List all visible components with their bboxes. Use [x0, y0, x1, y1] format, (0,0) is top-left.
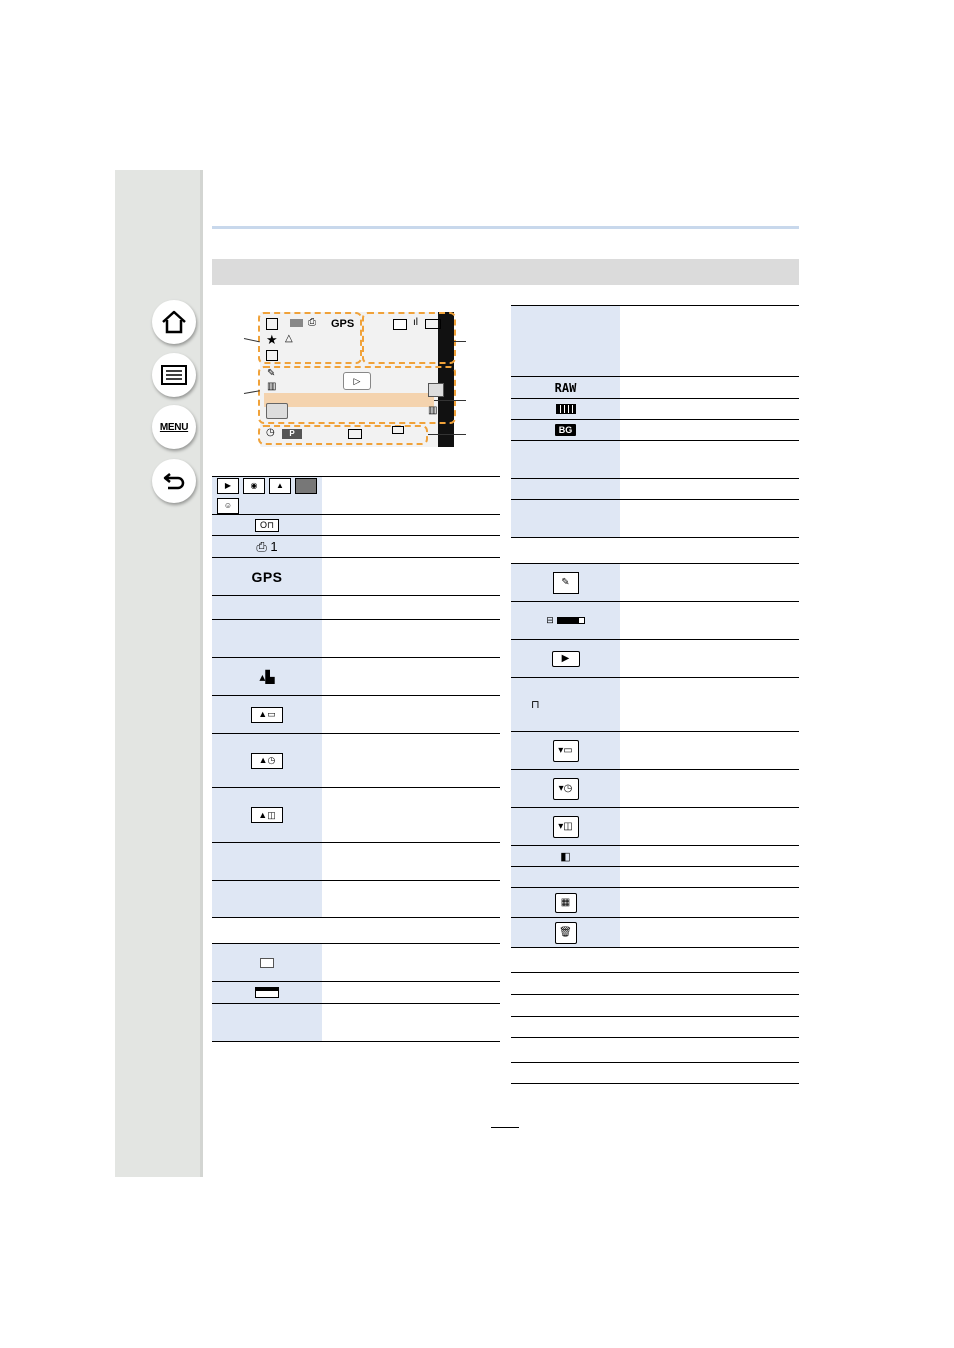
table-row: [212, 536, 500, 558]
star-icon: ★: [266, 332, 278, 347]
diagram-gps-label: GPS: [331, 318, 355, 330]
icon-cell: [511, 678, 620, 731]
highlight-bar: [264, 393, 434, 407]
icon-cell: [212, 982, 322, 1003]
table-row: [511, 867, 799, 888]
audio-icon: ◧: [560, 850, 571, 863]
icon-cell: [212, 515, 322, 535]
callout-line-2: [454, 341, 466, 342]
wifi-icon: ıl: [413, 317, 418, 328]
icon-cell: [511, 564, 620, 601]
list-icon: [161, 365, 187, 385]
protect-icon: [290, 319, 303, 327]
burst-group-icon: ▲▭: [251, 707, 283, 723]
table-row: [511, 399, 799, 420]
icon-cell: [511, 640, 620, 677]
icon-cell: [511, 377, 620, 398]
play-icon: ▶: [552, 651, 580, 667]
icon-cell: [212, 658, 322, 695]
table-row: [212, 843, 500, 881]
table-row: [511, 1017, 799, 1038]
exposure-icon: [348, 429, 362, 439]
table-row: [212, 515, 500, 536]
table-row: [511, 538, 799, 564]
interval-group-icon: ▲◷: [251, 753, 283, 769]
table-row: [511, 441, 799, 479]
table-row: [511, 1038, 799, 1063]
print-icon: ⎙: [308, 317, 316, 328]
gps-icon: GPS: [251, 568, 283, 585]
info-icon: [392, 426, 404, 434]
interval-play-icon: ▾◷: [553, 778, 579, 800]
grid-mode-icon: [295, 478, 317, 494]
icon-cell: [511, 399, 620, 419]
icon-cell: [212, 477, 322, 514]
table-row: [511, 602, 799, 640]
icon-cell: [511, 602, 620, 639]
animation-play-icon: ▾◫: [553, 816, 579, 838]
page-number-link[interactable]: [491, 1117, 519, 1128]
back-button[interactable]: [152, 459, 196, 503]
section-header-bar: [212, 259, 799, 285]
playback-mode-icons: [217, 478, 317, 514]
table-row: [511, 888, 799, 918]
icon-cell: [511, 441, 620, 478]
icon-cell: [511, 846, 620, 866]
play-mode-icon: ▶: [217, 478, 239, 494]
table-row: [511, 846, 799, 867]
sidebar-edge: [200, 170, 203, 1177]
table-row: [511, 808, 799, 846]
movie-mode-icon: ▲: [269, 478, 291, 494]
table-row: [212, 918, 500, 944]
trash-icon: ▥: [428, 405, 438, 416]
icon-cell: [212, 536, 322, 557]
battery-level-icon: [556, 404, 576, 414]
icon-cell: [212, 558, 322, 595]
burst-play-icon: ▾▭: [553, 740, 579, 762]
mosaic-icon: ▦: [555, 893, 577, 913]
table-row: [212, 944, 500, 982]
movie-group-icon: ▴▙: [259, 669, 275, 684]
table-row: [511, 1063, 799, 1084]
progress-icon: ⊟: [546, 615, 585, 626]
contents-button[interactable]: [152, 353, 196, 397]
icon-cell: [511, 500, 620, 537]
home-icon: [161, 310, 187, 334]
icon-cell: [212, 1004, 322, 1041]
table-row: [212, 558, 500, 596]
back-arrow-icon: [162, 470, 186, 492]
table-row: [511, 377, 799, 399]
table-row: [511, 564, 799, 602]
edit-icon: ✎: [267, 368, 276, 379]
play-button-diagram: [343, 372, 371, 390]
raw-icon: RAW: [554, 380, 577, 395]
table-row: [511, 995, 799, 1017]
icon-cell: [511, 732, 620, 769]
table-row: [511, 640, 799, 678]
single-frame-icon: [260, 958, 274, 968]
multi-playback-icon: [428, 383, 444, 397]
callout-line-4: [428, 434, 466, 435]
table-row: [212, 982, 500, 1004]
table-row: [212, 596, 500, 620]
area-2-outline: [362, 312, 456, 364]
age-icon: △: [285, 333, 293, 344]
suitcase-icon: ⊓: [531, 699, 540, 711]
size-icon: [393, 319, 407, 330]
icon-cell: [212, 596, 322, 619]
table-row: [212, 788, 500, 843]
delete-icon: 🗑: [555, 922, 577, 944]
icon-cell: [212, 620, 322, 657]
print-count: 1: [270, 538, 278, 554]
table-row: [511, 479, 799, 500]
face-mode-icon: ☺: [217, 498, 239, 514]
continuous-icon: [266, 403, 288, 419]
icon-cell: [212, 734, 322, 787]
icon-cell: [212, 944, 322, 981]
table-row: [511, 305, 799, 377]
battery-icon: [425, 319, 441, 329]
icon-cell: [212, 788, 322, 842]
table-row: [511, 918, 799, 948]
table-row: [212, 658, 500, 696]
menu-label: MENU: [159, 421, 189, 433]
table-row: [511, 732, 799, 770]
table-row: [511, 500, 799, 538]
icon-cell: [511, 918, 620, 947]
icon-cell: [212, 696, 322, 733]
icon-cell: [212, 843, 322, 880]
header-rule: [212, 226, 799, 229]
delete-small-icon: ▥: [267, 381, 277, 392]
table-row: [511, 948, 799, 973]
table-row: [212, 696, 500, 734]
home-button[interactable]: [152, 300, 196, 344]
table-row: [212, 476, 500, 515]
background-icon: BG: [555, 424, 577, 436]
playback-mode-icon: [266, 318, 278, 330]
camera-mode-icon: ◉: [243, 478, 265, 494]
icon-cell: [511, 306, 620, 376]
icon-cell: [511, 420, 620, 440]
table-row: [511, 770, 799, 808]
table-row: [212, 734, 500, 788]
animation-group-icon: ▲◫: [251, 807, 283, 823]
title-icon: [266, 350, 278, 361]
icon-cell: [511, 867, 620, 887]
icon-cell: [511, 770, 620, 807]
table-row: [212, 620, 500, 658]
icon-cell: [212, 881, 322, 917]
dual-frame-icon: [255, 987, 279, 998]
icon-cell: [511, 808, 620, 845]
table-row: [212, 881, 500, 918]
menu-button[interactable]: [152, 405, 196, 449]
table-row: [511, 678, 799, 732]
table-row: [212, 1004, 500, 1042]
icon-cell: [511, 888, 620, 917]
table-row: [511, 973, 799, 995]
protect-key-icon: O⊓: [255, 519, 279, 532]
play-glyph: ▷: [353, 375, 361, 386]
icon-cell: [511, 479, 620, 499]
table-row: [511, 420, 799, 441]
print-count-icon: ⎙ 1: [256, 538, 278, 554]
timer-icon: ◷: [266, 427, 275, 438]
text-stamp-icon: ✎: [553, 572, 579, 594]
mode-p-badge: P: [282, 429, 302, 439]
